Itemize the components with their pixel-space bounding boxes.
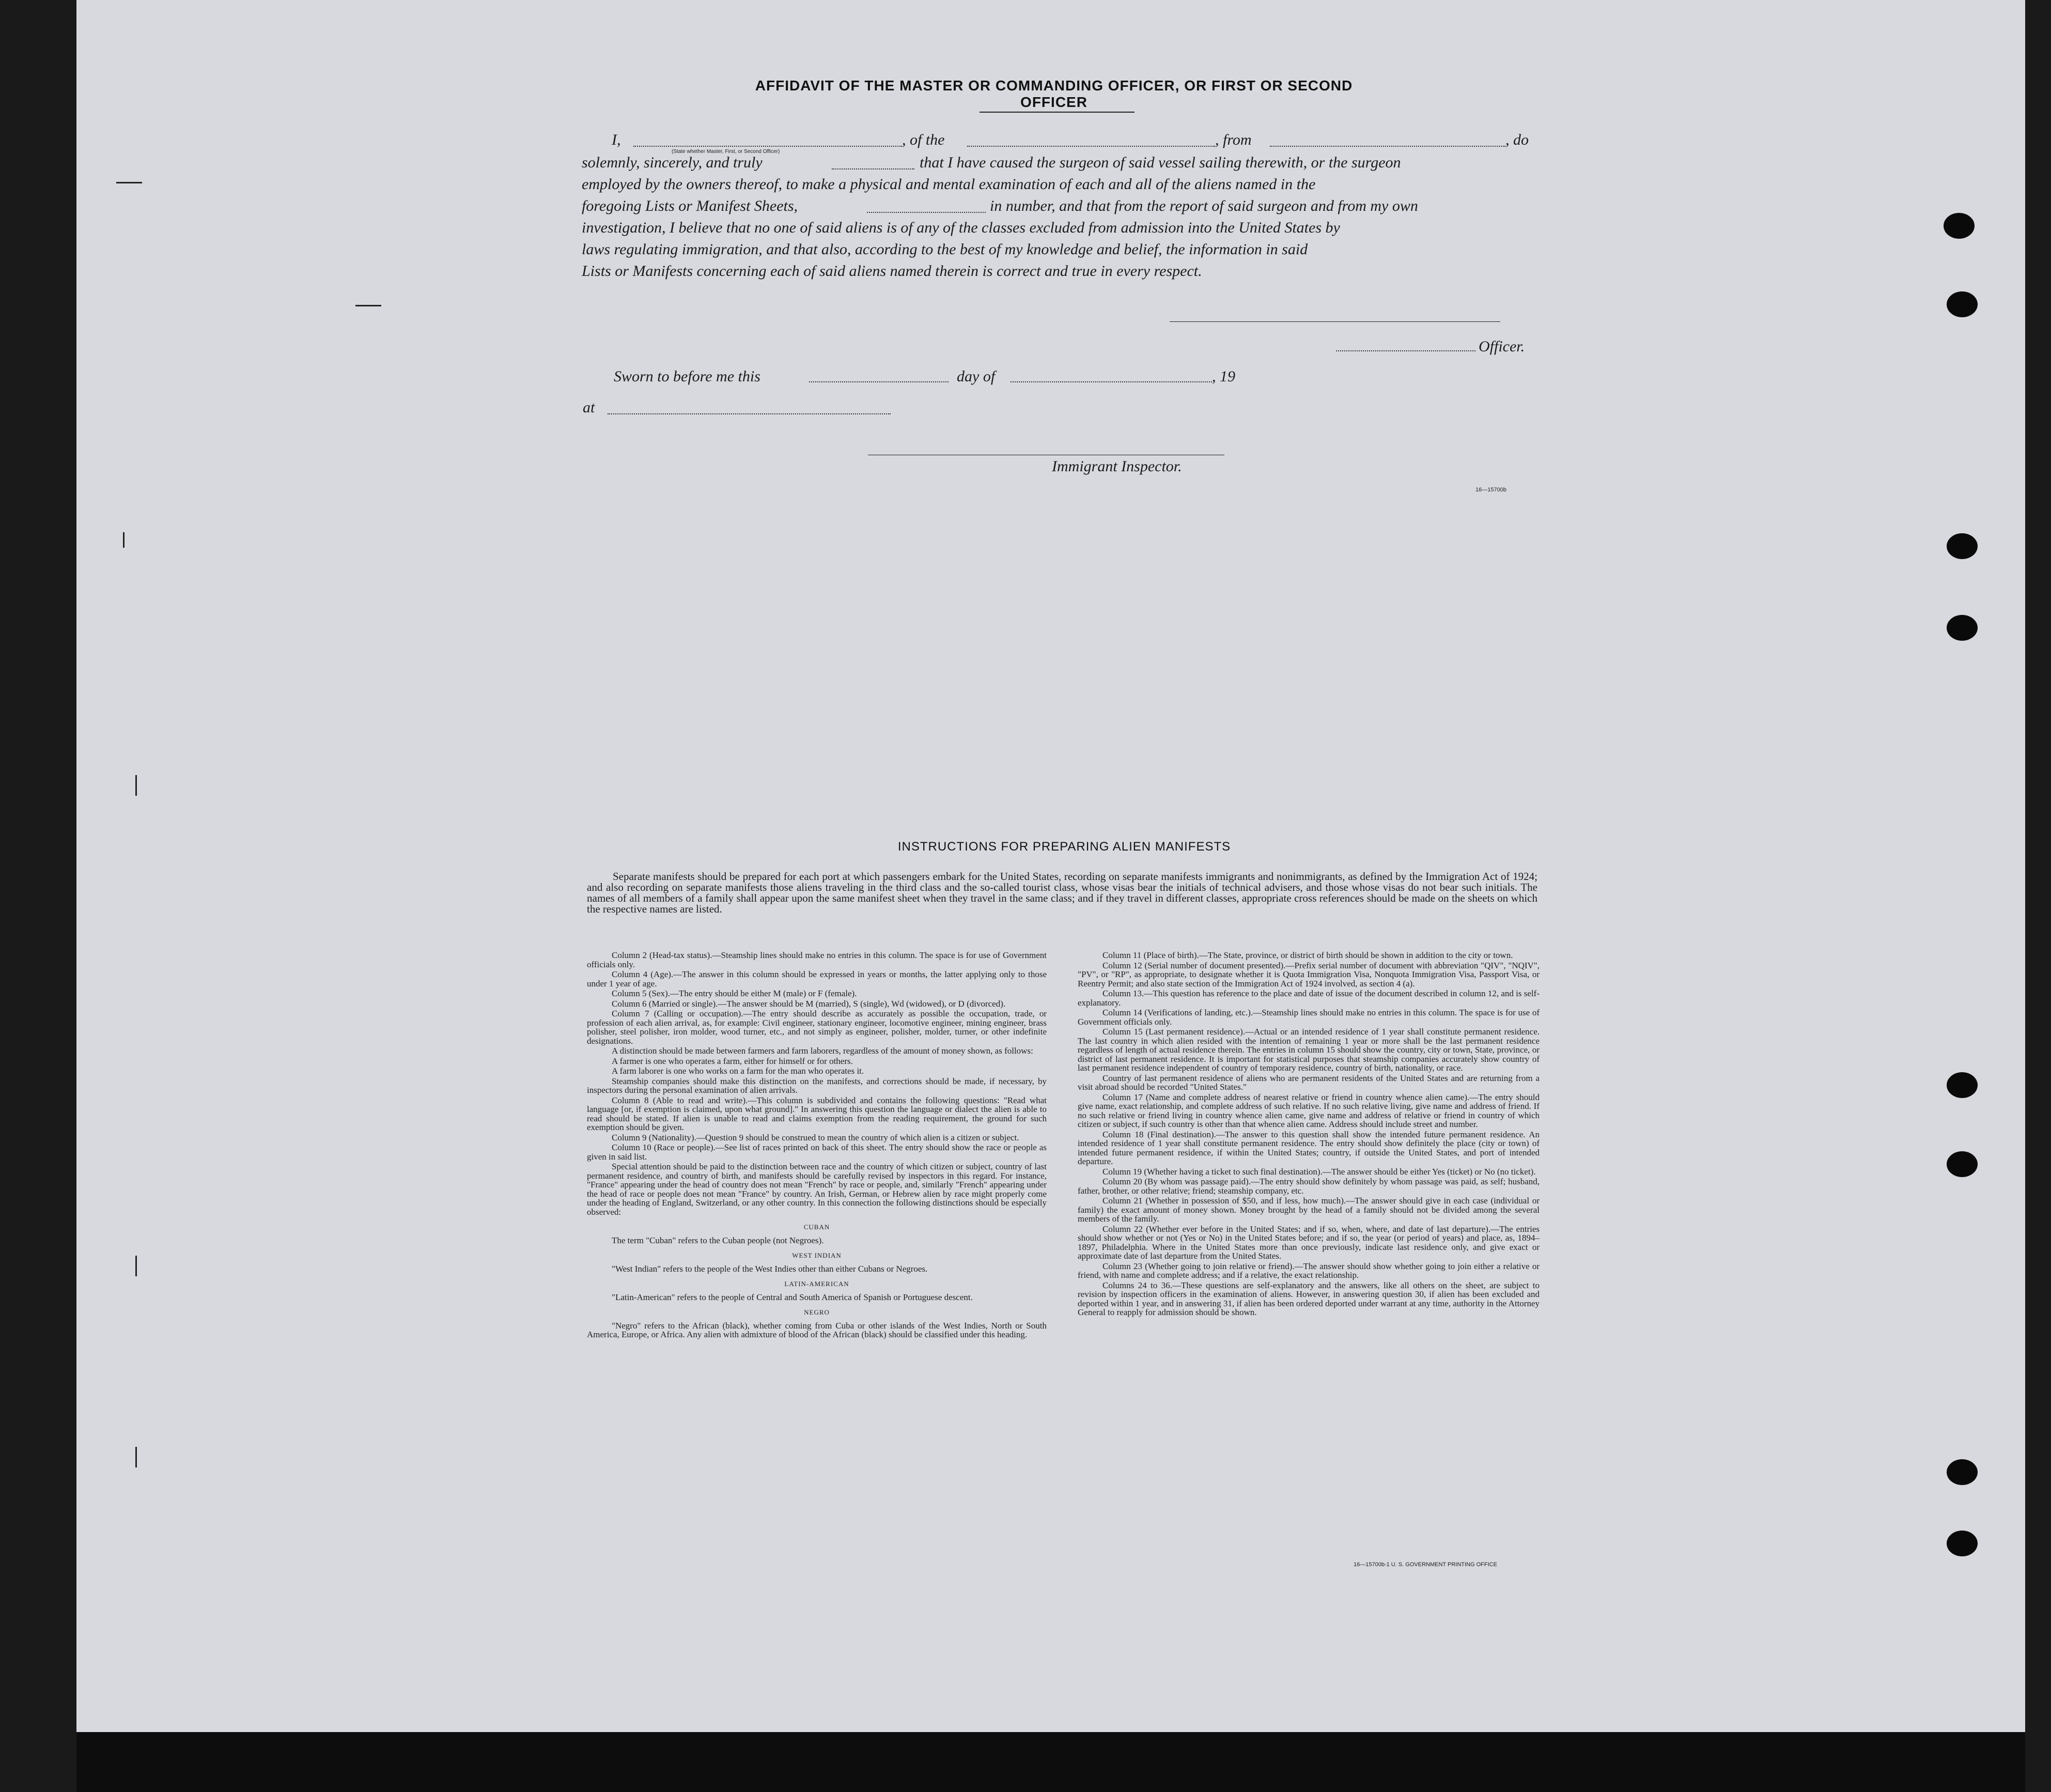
affidavit-line3: employed by the owners thereof, to make a physical and mental examination of each and all of the aliens named in the [582,176,1316,193]
instruction-paragraph: Column 12 (Serial number of document presented).—Prefix serial number of document with abbreviation "QIV", "NQIV", "PV", or "RP", as appropriate, to designate whether it is Quota Immigration Visa, Nonquota Immigration Visa, Passport Visa, or Reentry Permit; and also state section of the Immigration Act of 1924 involved, as section 4 (a). [1078,960,1540,988]
sworn-day-field[interactable] [809,381,949,382]
instruction-paragraph: Column 14 (Verifications of landing, etc.).—Steamship lines should make no entries in this column. The space is for use of Government officials only. [1078,1008,1540,1027]
punch-hole [1947,1531,1978,1556]
instruction-paragraph: "Negro" refers to the African (black), whether coming from Cuba or other islands of the West Indies, North or South America, Europe, or Africa. Any alien with admixture of blood of the African (black) should be classified under this heading. [587,1320,1047,1339]
margin-mark [135,775,137,796]
instruction-paragraph: Column 11 (Place of birth).—The State, province, or district of birth should be shown in addition to the city or town. [1102,950,1513,960]
instruction-paragraph: Column 8 (Able to read and write).—This column is subdivided and contains the following questions: "Read what language [or, if exemption is claimed, upon what ground]." In answering this question the language or dialect the alien is able to read should be stated. If alien is unable to read and claims exemption from the reading requirement, the ground for such exemption should be given. [587,1095,1047,1132]
instructions-intro: Separate manifests should be prepared for each port at which passengers embark for the United States, recording on separate manifests immigrants and nonimmigrants, as defined by the Immigration Act of 1924; and also recording on separate manifests those aliens traveling in the third class and the so-called tourist class, whose visas bear the initials of technical advisers, and those whose visas do not bear such initials. The names of all members of a family shall appear upon the same manifest sheet when they travel in the same class; and if they travel in different classes, appropriate cross references should be made on the sheets on which the respective names are listed. [587,870,1537,915]
affidavit-line1-from: , from [1215,131,1252,148]
affidavit-line7: Lists or Manifests concerning each of said aliens named therein is correct and true in every respect. [582,262,1202,280]
affidavit-title: AFFIDAVIT OF THE MASTER OR COMMANDING OFFICER, OR FIRST OR SECOND OFFICER [755,78,1353,110]
instruction-paragraph: Column 5 (Sex).—The entry should be either M (male) or F (female). [612,988,857,998]
punch-hole [1947,1459,1978,1485]
instruction-paragraph: The term "Cuban" refers to the Cuban people (not Negroes). [612,1235,824,1245]
affidavit-line2-b: that I have caused the surgeon of said vessel sailing therewith, or the surgeon [920,154,1401,171]
instructions-right-column [1078,951,1540,1318]
punch-hole [1947,291,1978,317]
sworn-month-field[interactable] [1011,381,1212,382]
heading-latin-american: LATIN-AMERICAN [784,1280,849,1288]
scan-edge-shadow [76,1732,2025,1792]
instructions-title: INSTRUCTIONS FOR PREPARING ALIEN MANIFESTS [897,840,1231,854]
margin-mark [355,305,381,306]
document-page [76,0,2025,1732]
margin-mark [135,1447,137,1467]
instruction-paragraph: Steamship companies should make this distinction on the manifests, and corrections should be made, if necessary, by inspectors during the personal examination of alien arrivals. [587,1076,1047,1095]
instruction-paragraph: Column 23 (Whether going to join relative or friend).—The answer should show whether going to join either a relative or friend, with name and complete address; and if a relative, the exact relationship. [1078,1261,1540,1280]
affidavit-line6: laws regulating immigration, and that also, according to the best of my knowledge and belief, the information in said [582,241,1308,258]
sworn-text-a: Sworn to before me this [614,368,760,385]
punch-hole [1947,1072,1978,1098]
heading-negro: NEGRO [804,1308,830,1316]
instruction-paragraph: A distinction should be made between farmers and farm laborers, regardless of the amount of money shown, as follows: [612,1046,1033,1056]
instruction-paragraph: "Latin-American" refers to the people of Central and South America of Spanish or Portuguese descent. [612,1292,973,1302]
sworn-text-c: , 19 [1212,368,1235,385]
port-from-field[interactable] [1270,146,1505,147]
instruction-paragraph: A farm laborer is one who works on a farm for the man who operates it. [612,1066,864,1076]
officer-rank-field[interactable] [633,146,902,147]
punch-hole [1947,533,1978,559]
instruction-paragraph: Column 10 (Race or people).—See list of races printed on back of this sheet. The entry should show the race or people as given in said list. [587,1142,1047,1162]
instruction-paragraph: A farmer is one who operates a farm, either for himself or for others. [612,1056,853,1066]
instruction-paragraph: Column 6 (Married or single).—The answer should be M (married), S (single), Wd (widowed), or D (divorced). [612,998,1006,1009]
instruction-paragraph: Column 4 (Age).—The answer in this column should be expressed in years or months, the latter applying only to those under 1 year of age. [587,969,1047,988]
margin-mark [135,1256,137,1276]
affidavit-line1-of-the: , of the [902,131,945,148]
punch-hole [1947,1151,1978,1177]
heading-cuban: CUBAN [803,1223,830,1231]
instruction-paragraph: Column 20 (By whom was passage paid).—The entry should show definitely by whom passage was paid, as self; husband, father, brother, or other relative; friend; steamship company, etc. [1078,1177,1540,1196]
instruction-paragraph: Column 22 (Whether ever before in the United States; and if so, when, where, and date of last departure).—The entries should show whether or not (Yes or No) in the United States before; and if so, the year (or period of years) and place, as, 1894–1897, Philadelphia. Where in the United States more than once previously, indicate last residence only, and give exact or approximate date of last departure from the United States. [1078,1224,1540,1261]
instruction-paragraph: Column 15 (Last permanent residence).—Actual or an intended residence of 1 year shall constitute permanent residence. The last country in which alien resided with the intention of remaining 1 year or more shall be the last permanent residence regardless of length of actual residence therein. The entries in column 15 should show the country, city or town, State, province, or district of last permanent residence. It is important for statistical purposes that steamship companies accurately show country of last permanent residence independent of country of temporary residence, country of birth, nationality, or race. [1078,1027,1540,1073]
heading-west-indian: WEST INDIAN [792,1252,842,1259]
affidavit-line5: investigation, I believe that no one of said aliens is of any of the classes excluded from admission into the United States by [582,219,1340,236]
affidavit-line4-b: in number, and that from the report of said surgeon and from my own [990,197,1418,214]
inspector-label: Immigrant Inspector. [1052,458,1182,475]
instruction-paragraph: Column 17 (Name and complete address of nearest relative or friend in country whence alien came).—The entry should give name, exact relationship, and complete address of such relative. If no such relative living, give name and address of friend. If no such relative or friend living in country whence alien came, give name and address of relative or friend in country of which citizen or subject, if such country is other than that whence alien came. Address should include street and number. [1078,1092,1540,1129]
instruction-paragraph: "West Indian" refers to the people of the West Indies other than either Cubans or Negroes. [612,1263,928,1274]
margin-mark [116,182,142,183]
punch-hole [1944,213,1975,239]
form-code: 16—15700b [1475,487,1506,493]
at-place-field[interactable] [608,413,891,414]
affidavit-line1-i: I, [612,131,621,148]
instructions-left-column [587,951,1047,1340]
officer-label: Officer. [1479,338,1525,355]
instruction-paragraph: Column 19 (Whether having a ticket to such final destination).—The answer should be either Yes (ticket) or No (no ticket). [1102,1166,1536,1177]
oath-field[interactable] [832,168,914,169]
instruction-paragraph: Column 18 (Final destination).—The answer to this question shall show the intended future permanent residence. An intended residence of 1 year shall constitute permanent residence. The entry should show definitely the place (city or town) of intended future permanent residence, if within the United States; country, if outside the United States, and port of intended departure. [1078,1129,1540,1166]
officer-name-field[interactable] [1336,350,1475,351]
instruction-paragraph: Column 21 (Whether in possession of $50, and if less, how much).—The answer should give in each case (individual or family) the exact amount of money shown. Money brought by the head of a family should not be divided among the several members of the family. [1078,1196,1540,1224]
instruction-paragraph: Column 7 (Calling or occupation).—The entry should describe as accurately as possible the occupation, trade, or profession of each alien arrival, as, for example: Civil engineer, stationary engineer, locomotive engineer, mining engineer, brass polisher, steel polisher, iron molder, wood turner, etc., and not simply as engineer, polisher, molder, turner, or other indefinite designations. [587,1009,1047,1046]
instruction-paragraph: Country of last permanent residence of aliens who are permanent residents of the United States and are returning from a visit abroad should be recorded "United States." [1078,1073,1540,1092]
vessel-name-field[interactable] [967,146,1215,147]
affidavit-line2-a: solemnly, sincerely, and truly [582,154,763,171]
printing-office-code: 16—15700b-1 U. S. GOVERNMENT PRINTING OFFICE [1354,1562,1497,1568]
instruction-paragraph: Special attention should be paid to the distinction between race and the country of which citizen or subject, country of last permanent residence, and country of birth, and manifests should be carefully revised by inspectors in this regard. For instance, "France" appearing under the head of country does not mean "French" by race or people, and, similarly "French" appearing under the head of race or people does not mean "France" by country. An Irish, German, or Hebrew alien by race might properly come under the heading of England, Switzerland, or any other country. In this connection the following distinctions should be especially observed: [587,1162,1047,1217]
at-label: at [583,399,595,416]
punch-hole [1947,615,1978,641]
margin-mark [123,532,125,548]
sworn-text-b: day of [957,368,996,385]
officer-signature-line[interactable] [1170,321,1500,322]
affidavit-line1-do: , do [1505,131,1529,148]
affidavit-line4-a: foregoing Lists or Manifest Sheets, [582,197,798,214]
sheet-count-field[interactable] [867,212,986,213]
instruction-paragraph: Column 9 (Nationality).—Question 9 should be construed to mean the country of which alien is a citizen or subject. [612,1132,1019,1142]
state-note: (State whether Master, First, or Second Officer) [672,149,780,155]
instruction-paragraph: Column 13.—This question has reference to the place and date of issue of the document described in column 12, and is self-explanatory. [1078,988,1540,1008]
instruction-paragraph: Columns 24 to 36.—These questions are self-explanatory and the answers, like all others on the sheet, are subject to revision by inspection officers in the examination of aliens. However, in answering question 30, if alien has been excluded and deported within 1 year, and in answering 31, if alien has been ordered deported under warrant at any time, authority in the Attorney General to reapply for admission should be shown. [1078,1280,1540,1317]
instruction-paragraph: Column 2 (Head-tax status).—Steamship lines should make no entries in this column. The space is for use of Government officials only. [587,950,1047,969]
title-underline [980,112,1135,113]
